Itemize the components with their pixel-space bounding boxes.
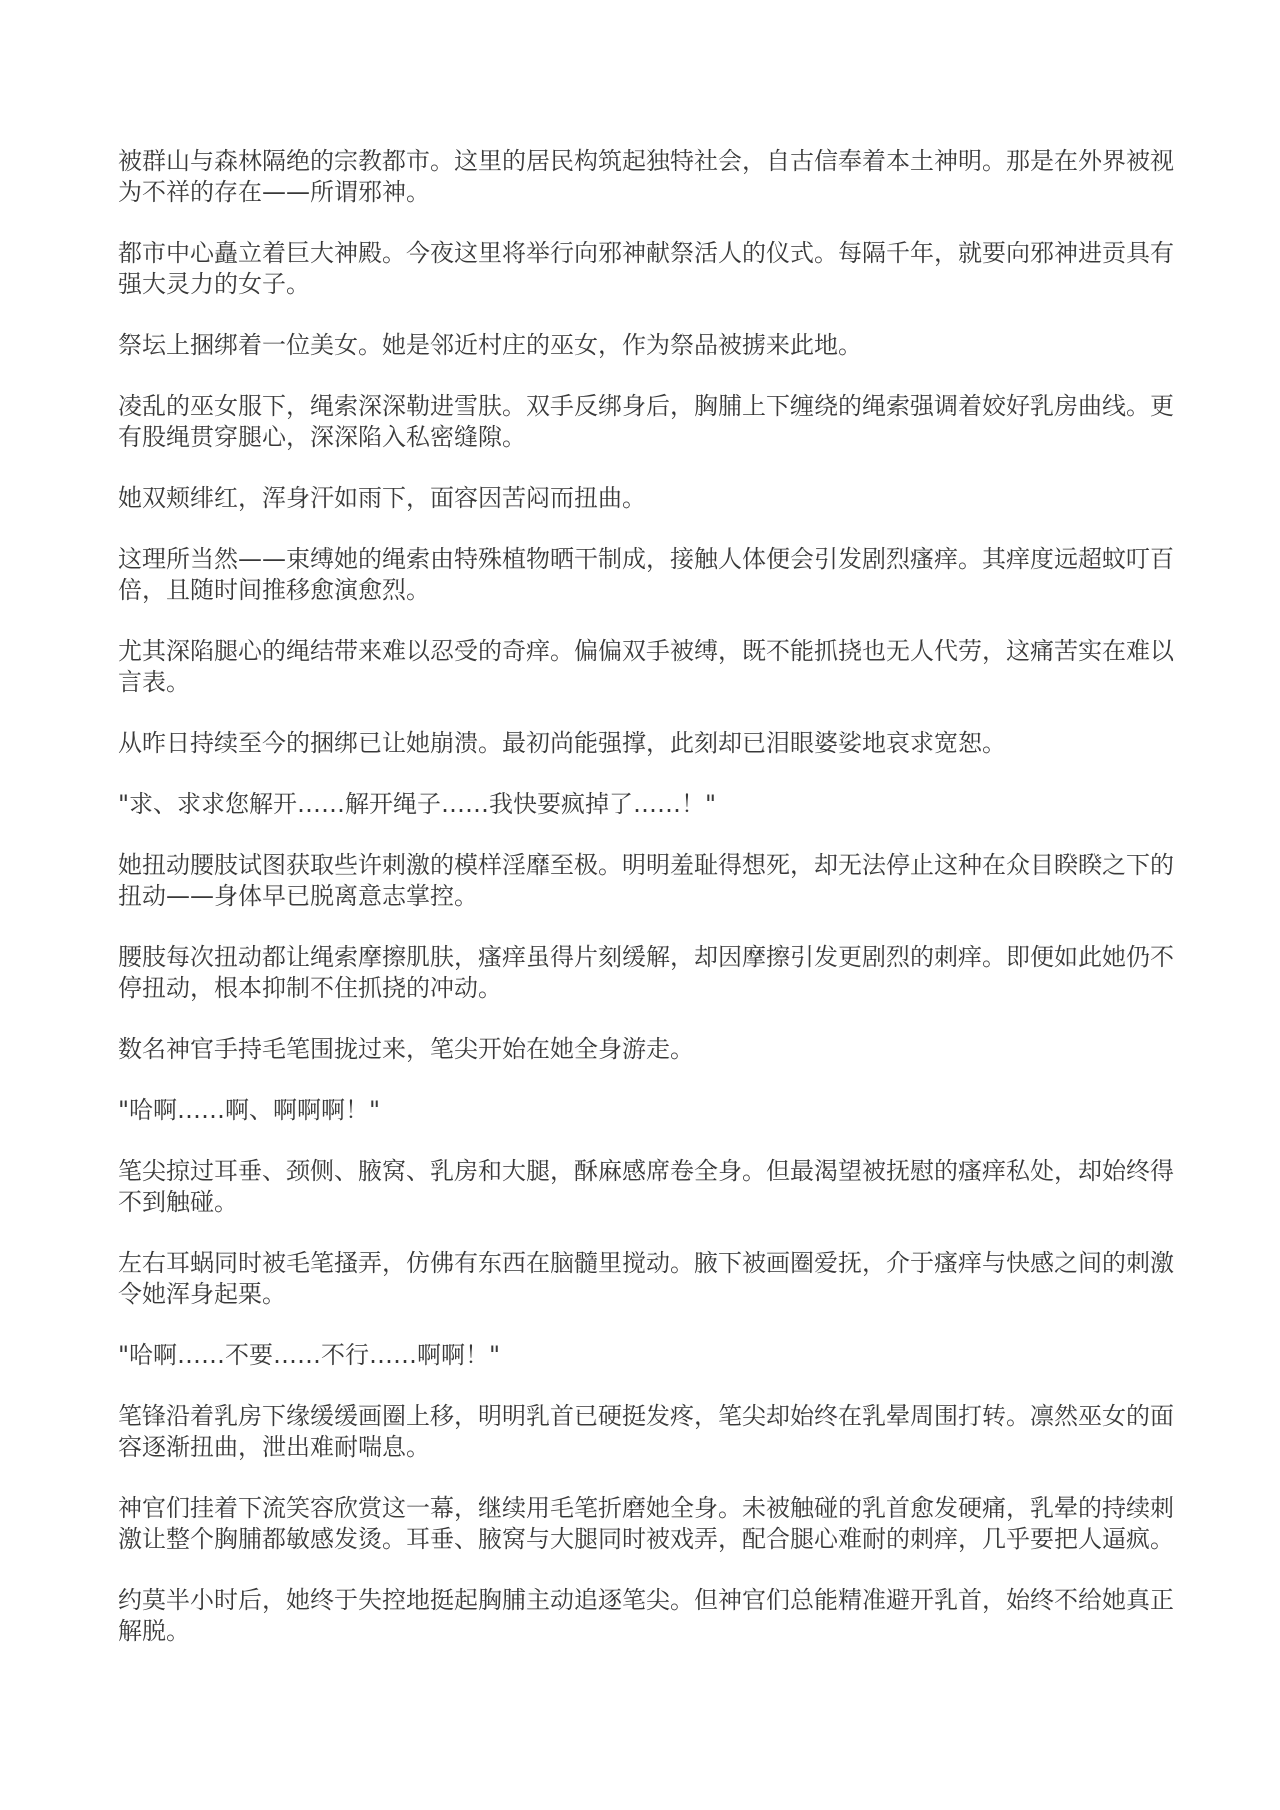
paragraph: 都市中心矗立着巨大神殿。今夜这里将举行向邪神献祭活人的仪式。每隔千年，就要向邪神进贡具有强大灵力的女子。 bbox=[118, 239, 1174, 298]
paragraph: 尤其深陷腿心的绳结带来难以忍受的奇痒。偏偏双手被缚，既不能抓挠也无人代劳，这痛苦实在难以言表。 bbox=[118, 637, 1174, 696]
paragraph-dialogue: "求、求求您解开……解开绳子……我快要疯掉了……！" bbox=[118, 790, 717, 818]
paragraph-dialogue: "哈啊……啊、啊啊啊！" bbox=[118, 1096, 381, 1124]
paragraph: 她双颊绯红，浑身汗如雨下，面容因苦闷而扭曲。 bbox=[118, 484, 646, 512]
paragraph: 笔尖掠过耳垂、颈侧、腋窝、乳房和大腿，酥麻感席卷全身。但最渴望被抚慰的瘙痒私处，却始终得不到触碰。 bbox=[118, 1157, 1174, 1216]
paragraph: 祭坛上捆绑着一位美女。她是邻近村庄的巫女，作为祭品被掳来此地。 bbox=[118, 331, 862, 359]
paragraph: 左右耳蜗同时被毛笔搔弄，仿佛有东西在脑髓里搅动。腋下被画圈爱抚，介于瘙痒与快感之间的刺激令她浑身起栗。 bbox=[118, 1249, 1174, 1308]
paragraph: 被群山与森林隔绝的宗教都市。这里的居民构筑起独特社会，自古信奉着本土神明。那是在外界被视为不祥的存在——所谓邪神。 bbox=[118, 147, 1174, 206]
paragraph: 约莫半小时后，她终于失控地挺起胸脯主动追逐笔尖。但神官们总能精准避开乳首，始终不给她真正解脱。 bbox=[118, 1586, 1174, 1645]
paragraph: 从昨日持续至今的捆绑已让她崩溃。最初尚能强撑，此刻却已泪眼婆娑地哀求宽恕。 bbox=[118, 729, 1006, 757]
paragraph: 笔锋沿着乳房下缘缓缓画圈上移，明明乳首已硬挺发疼，笔尖却始终在乳晕周围打转。凛然巫女的面容逐渐扭曲，泄出难耐喘息。 bbox=[118, 1402, 1174, 1461]
paragraph: 数名神官手持毛笔围拢过来，笔尖开始在她全身游走。 bbox=[118, 1035, 694, 1063]
paragraph: 神官们挂着下流笑容欣赏这一幕，继续用毛笔折磨她全身。未被触碰的乳首愈发硬痛，乳晕的持续刺激让整个胸脯都敏感发烫。耳垂、腋窝与大腿同时被戏弄，配合腿心难耐的刺痒，几乎要把人逼疯。 bbox=[118, 1494, 1174, 1553]
paragraph: 这理所当然——束缚她的绳索由特殊植物晒干制成，接触人体便会引发剧烈瘙痒。其痒度远超蚊叮百倍，且随时间推移愈演愈烈。 bbox=[118, 545, 1174, 604]
paragraph: 她扭动腰肢试图获取些许刺激的模样淫靡至极。明明羞耻得想死，却无法停止这种在众目睽睽之下的扭动——身体早已脱离意志掌控。 bbox=[118, 851, 1174, 910]
paragraph-dialogue: "哈啊……不要……不行……啊啊！" bbox=[118, 1341, 501, 1369]
paragraph: 腰肢每次扭动都让绳索摩擦肌肤，瘙痒虽得片刻缓解，却因摩擦引发更剧烈的刺痒。即便如此她仍不停扭动，根本抑制不住抓挠的冲动。 bbox=[118, 943, 1174, 1002]
paragraph: 凌乱的巫女服下，绳索深深勒进雪肤。双手反绑身后，胸脯上下缠绕的绳索强调着姣好乳房曲线。更有股绳贯穿腿心，深深陷入私密缝隙。 bbox=[118, 392, 1174, 451]
